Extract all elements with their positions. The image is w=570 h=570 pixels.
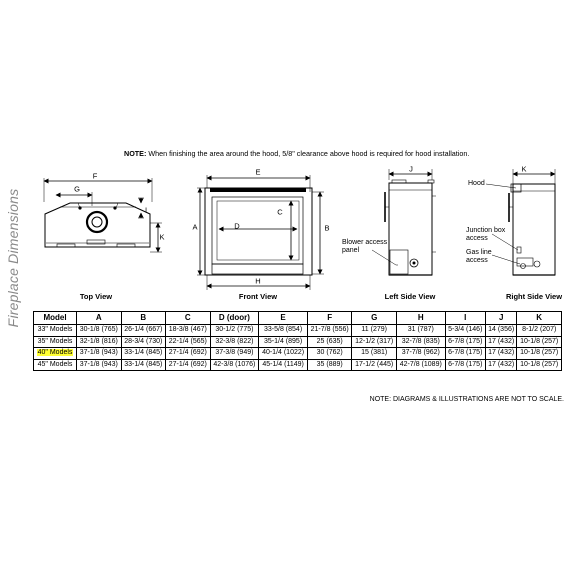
dimension-cell: 33-5/8 (854) (259, 325, 308, 337)
dim-e-label: E (255, 167, 261, 177)
table-row (34, 348, 562, 360)
dimension-cell: 37-1/8 (943) (77, 348, 122, 360)
top-view-label: Top View (79, 292, 113, 301)
dimension-cell: 37-1/8 (943) (77, 359, 122, 371)
front-view-drawing (197, 175, 324, 290)
dimension-cell: 31 (787) (396, 325, 445, 337)
dim-a-label: A (192, 222, 198, 232)
dim-i-label-top: I (144, 205, 148, 215)
dim-k-label-top: K (159, 232, 165, 242)
dimension-cell: 30-1/2 (775) (210, 325, 259, 337)
dimension-cell: 17 (432) (485, 359, 516, 371)
dim-b-label: B (324, 223, 330, 233)
model-cell: 35" Models (34, 336, 77, 348)
column-header: E (259, 312, 308, 325)
dimension-cell: 17-1/2 (445) (352, 359, 397, 371)
dimension-cell: 33-1/4 (845) (121, 348, 166, 360)
note-text: When finishing the area around the hood, 5/8" clearance above hood is required for hood installation. (148, 149, 470, 158)
hood-callout: Hood (468, 180, 485, 187)
dimension-cell: 25 (635) (307, 336, 352, 348)
dim-k-label: K (521, 164, 527, 174)
note-label: NOTE: (124, 149, 147, 158)
top-view-drawing (44, 178, 165, 252)
dim-f-label: F (92, 171, 98, 181)
dimension-cell: 10-1/8 (257) (517, 336, 562, 348)
dimension-cell: 12-1/2 (317) (352, 336, 397, 348)
dim-g-label: G (74, 184, 80, 194)
left-side-view-label: Left Side View (384, 292, 436, 301)
right-side-view-label: Right Side View (505, 292, 563, 301)
dimension-cell: 26-1/4 (667) (121, 325, 166, 337)
dimension-cell: 18-3/8 (467) (166, 325, 211, 337)
left-side-view-drawing (372, 169, 436, 275)
dimension-cell: 42-7/8 (1089) (396, 359, 445, 371)
dimension-cell: 6-7/8 (175) (445, 359, 485, 371)
table-row (34, 359, 562, 371)
column-header: C (166, 312, 211, 325)
blower-access-callout: Blower access panel (342, 239, 388, 254)
model-cell: 33" Models (34, 325, 77, 337)
dimensions-table (33, 311, 562, 371)
front-view-label: Front View (238, 292, 278, 301)
dimension-cell: 30-1/8 (765) (77, 325, 122, 337)
dimension-cell: 40-1/4 (1022) (259, 348, 308, 360)
column-header: A (77, 312, 122, 325)
dimension-cell: 11 (279) (352, 325, 397, 337)
gas-line-callout: Gas line access (466, 249, 492, 264)
highlighted-model: 40" Models (37, 349, 73, 357)
column-header: K (517, 312, 562, 325)
dimension-cell: 32-3/8 (822) (210, 336, 259, 348)
column-header: G (352, 312, 397, 325)
dimension-cell: 35 (889) (307, 359, 352, 371)
dimension-cell: 45-1/4 (1149) (259, 359, 308, 371)
scale-note: NOTE: DIAGRAMS & ILLUSTRATIONS ARE NOT TO SCALE. (369, 396, 564, 403)
dimension-cell: 6-7/8 (175) (445, 348, 485, 360)
table-row (34, 336, 562, 348)
dimension-cell: 37-7/8 (962) (396, 348, 445, 360)
column-header: B (121, 312, 166, 325)
dimension-cell: 17 (432) (485, 348, 516, 360)
dimension-cell: 17 (432) (485, 336, 516, 348)
dimension-cell: 5-3/4 (146) (445, 325, 485, 337)
dimension-cell: 28-3/4 (730) (121, 336, 166, 348)
table-row (34, 325, 562, 337)
column-header: H (396, 312, 445, 325)
table-body (34, 325, 562, 371)
dim-h-label: H (255, 276, 261, 286)
dimension-cell: 33-1/4 (845) (121, 359, 166, 371)
dimension-cell: 14 (356) (485, 325, 516, 337)
column-header: Model (34, 312, 77, 325)
table-header-row (34, 312, 562, 325)
dimension-cell: 27-1/4 (692) (166, 348, 211, 360)
dimension-cell: 15 (381) (352, 348, 397, 360)
dimension-cell: 35-1/4 (895) (259, 336, 308, 348)
model-cell (34, 348, 77, 360)
dimension-cell: 22-1/4 (565) (166, 336, 211, 348)
dimension-cell: 32-1/8 (816) (77, 336, 122, 348)
dimension-cell: 27-1/4 (692) (166, 359, 211, 371)
right-side-view-drawing (486, 169, 555, 275)
dimension-cell: 37-3/8 (949) (210, 348, 259, 360)
dim-j-label: J (409, 164, 413, 174)
column-header: D (door) (210, 312, 259, 325)
dimension-cell: 30 (762) (307, 348, 352, 360)
column-header: J (485, 312, 516, 325)
dimension-cell: 6-7/8 (175) (445, 336, 485, 348)
junction-box-callout: Junction box access (466, 227, 506, 242)
dimension-cell: 10-1/8 (257) (517, 348, 562, 360)
dimension-cell: 8-1/2 (207) (517, 325, 562, 337)
column-header: I (445, 312, 485, 325)
section-title: Fireplace Dimensions (5, 188, 21, 328)
dim-c-label: C (277, 207, 283, 217)
dim-d-label: D (234, 221, 240, 231)
dimension-cell: 10-1/8 (257) (517, 359, 562, 371)
model-cell: 45" Models (34, 359, 77, 371)
column-header: F (307, 312, 352, 325)
dimension-cell: 21-7/8 (556) (307, 325, 352, 337)
dimension-cell: 42-3/8 (1076) (210, 359, 259, 371)
dimension-cell: 32-7/8 (835) (396, 336, 445, 348)
